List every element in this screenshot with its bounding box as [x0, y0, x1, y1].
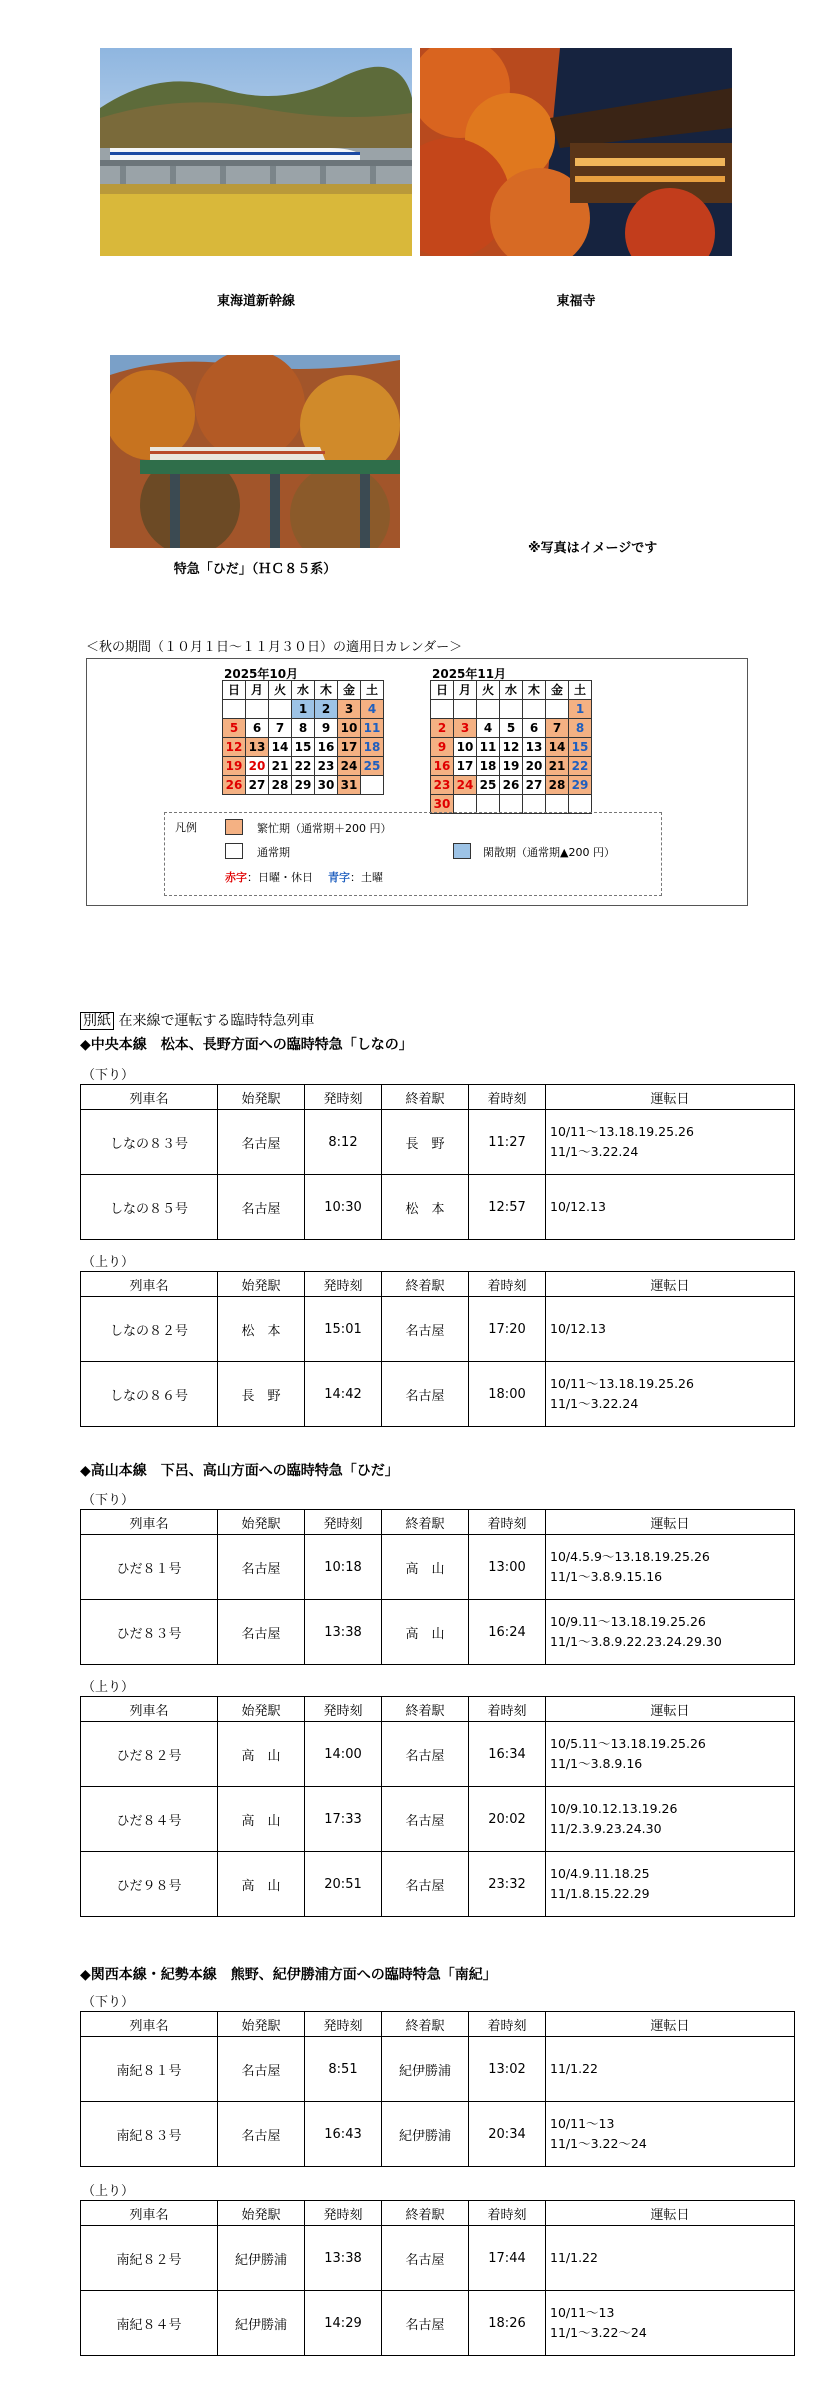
calendar-weekday-header: 水: [292, 681, 315, 700]
operation-days-line: 11/1～3.22～24: [550, 2325, 647, 2340]
table-cell: 17:33: [305, 1787, 382, 1852]
legend-busy-text: 繁忙期（通常期＋200 円）: [257, 822, 392, 835]
operation-days-cell: [546, 1362, 795, 1427]
operation-days-cell: [546, 2291, 795, 2356]
calendar-title: ＜秋の期間（１０月１日～１１月３０日）の適用日カレンダー＞: [86, 640, 463, 655]
attachment-tag: 別紙: [80, 1012, 114, 1030]
operation-days-line: 11/1～3.8.9.15.16: [550, 1569, 663, 1584]
table-cell: 18:00: [469, 1362, 546, 1427]
timetable-shinano-up: [80, 1271, 795, 1427]
table-cell: 長 野: [382, 1110, 469, 1175]
column-header: 終着駅: [382, 1085, 469, 1110]
calendar-day: 28: [269, 776, 292, 795]
column-header: 着時刻: [469, 1272, 546, 1297]
column-header: 運転日: [546, 1085, 795, 1110]
calendar-day: 21: [269, 757, 292, 776]
legend-sunday-key: [225, 869, 383, 885]
column-header: 運転日: [546, 1697, 795, 1722]
calendar-day: [246, 700, 269, 719]
table-cell: 18:26: [469, 2291, 546, 2356]
legend-red-word: 赤字: [225, 871, 247, 884]
calendar-day: 11: [361, 719, 384, 738]
calendar-weekday-header: 土: [361, 681, 384, 700]
calendar-day: 19: [223, 757, 246, 776]
table-cell: 紀伊勝浦: [218, 2291, 305, 2356]
calendar-weekday-header: 金: [338, 681, 361, 700]
column-header: 終着駅: [382, 2012, 469, 2037]
calendar-day: 27: [523, 776, 546, 795]
table-cell: しなの８２号: [81, 1297, 218, 1362]
calendar-day: 7: [269, 719, 292, 738]
calendar-day: 4: [361, 700, 384, 719]
table-cell: 14:29: [305, 2291, 382, 2356]
operation-days-line: 11/1.8.15.22.29: [550, 1886, 650, 1901]
operation-days-line: 11/1.22: [550, 2250, 598, 2265]
direction-nanki-down: （下り）: [82, 1995, 135, 2010]
shinkansen-caption: 東海道新幹線: [216, 294, 295, 309]
operation-days-line: 11/2.3.9.23.24.30: [550, 1821, 662, 1836]
operation-days-line: 11/1～3.8.9.22.23.24.29.30: [550, 1634, 722, 1649]
calendar-day: [477, 795, 500, 814]
column-header: 列車名: [81, 1510, 218, 1535]
table-cell: 16:43: [305, 2102, 382, 2167]
table-cell: ひだ８３号: [81, 1600, 218, 1665]
operation-days-cell: [546, 1600, 795, 1665]
column-header: 終着駅: [382, 2201, 469, 2226]
calendar-weekday-header: 火: [269, 681, 292, 700]
table-cell: 名古屋: [218, 2037, 305, 2102]
table-cell: 名古屋: [218, 1175, 305, 1240]
attachment-heading: [80, 1010, 314, 1030]
table-row: [81, 2037, 795, 2102]
calendar-day: 23: [431, 776, 454, 795]
calendar-day: 9: [315, 719, 338, 738]
column-header: 運転日: [546, 2012, 795, 2037]
calendar-day: 6: [246, 719, 269, 738]
direction-shinano-down: （下り）: [82, 1068, 135, 1083]
direction-hida-down: （下り）: [82, 1493, 135, 1508]
operation-days-cell: [546, 1722, 795, 1787]
calendar-day: [454, 795, 477, 814]
table-cell: 13:00: [469, 1535, 546, 1600]
calendar-day: 26: [500, 776, 523, 795]
calendar-day: 9: [431, 738, 454, 757]
operation-days-cell: [546, 1852, 795, 1917]
timetable-shinano-down: [80, 1084, 795, 1240]
calendar-weekday-header: 土: [569, 681, 592, 700]
column-header: 運転日: [546, 1272, 795, 1297]
table-cell: 17:20: [469, 1297, 546, 1362]
table-cell: 名古屋: [218, 1110, 305, 1175]
column-header: 列車名: [81, 1272, 218, 1297]
tofukuji-caption: 東福寺: [556, 294, 596, 309]
operation-days-cell: [546, 1535, 795, 1600]
operation-days-line: 10/9.10.12.13.19.26: [550, 1801, 678, 1816]
table-cell: 名古屋: [382, 1362, 469, 1427]
calendar-day: 18: [477, 757, 500, 776]
operation-days-cell: [546, 2102, 795, 2167]
calendar-day: 16: [315, 738, 338, 757]
operation-days-cell: [546, 1297, 795, 1362]
table-row: [81, 2102, 795, 2167]
table-cell: 20:34: [469, 2102, 546, 2167]
legend-blue-word: 青字: [328, 871, 350, 884]
table-cell: しなの８３号: [81, 1110, 218, 1175]
calendar-day: 25: [361, 757, 384, 776]
calendar-day: 26: [223, 776, 246, 795]
table-cell: 名古屋: [382, 2226, 469, 2291]
calendar-day: 17: [338, 738, 361, 757]
table-cell: 名古屋: [218, 1535, 305, 1600]
table-cell: 名古屋: [218, 2102, 305, 2167]
table-row: [81, 1722, 795, 1787]
table-cell: 14:42: [305, 1362, 382, 1427]
calendar-day: 12: [223, 738, 246, 757]
column-header: 始発駅: [218, 1510, 305, 1535]
column-header: 発時刻: [305, 1510, 382, 1535]
calendar-day: 6: [523, 719, 546, 738]
table-cell: 高 山: [382, 1535, 469, 1600]
calendar-day: 12: [500, 738, 523, 757]
table-cell: 17:44: [469, 2226, 546, 2291]
calendar-day: 7: [546, 719, 569, 738]
calendar-day: [523, 700, 546, 719]
calendar-day: 2: [431, 719, 454, 738]
column-header: 列車名: [81, 1697, 218, 1722]
calendar-day: 10: [454, 738, 477, 757]
calendar-day: [454, 700, 477, 719]
calendar-day: [546, 700, 569, 719]
calendar-day: 17: [454, 757, 477, 776]
month-label-nov: 2025年11月: [432, 667, 507, 681]
calendar-day: 11: [477, 738, 500, 757]
direction-nanki-up: （上り）: [82, 2184, 135, 2199]
calendar-day: 19: [500, 757, 523, 776]
calendar-weekday-header: 木: [523, 681, 546, 700]
column-header: 発時刻: [305, 1697, 382, 1722]
column-header: 終着駅: [382, 1272, 469, 1297]
table-row: [81, 1600, 795, 1665]
calendar-day: 5: [500, 719, 523, 738]
table-row: [81, 2291, 795, 2356]
table-cell: 南紀８２号: [81, 2226, 218, 2291]
calendar-day: 21: [546, 757, 569, 776]
calendar-weekday-header: 月: [454, 681, 477, 700]
operation-days-line: 10/12.13: [550, 1199, 606, 1214]
operation-days-line: 10/11～13.18.19.25.26: [550, 1124, 694, 1139]
table-cell: 10:18: [305, 1535, 382, 1600]
month-label-oct: 2025年10月: [224, 667, 299, 681]
calendar-day: 3: [338, 700, 361, 719]
table-cell: 10:30: [305, 1175, 382, 1240]
table-cell: 南紀８１号: [81, 2037, 218, 2102]
section-title-nanki: ◆関西本線・紀勢本線 熊野、紀伊勝浦方面への臨時特急「南紀」: [80, 1967, 497, 1983]
table-cell: 12:57: [469, 1175, 546, 1240]
table-cell: 8:12: [305, 1110, 382, 1175]
table-cell: 20:51: [305, 1852, 382, 1917]
calendar-weekday-header: 火: [477, 681, 500, 700]
calendar-day: [361, 776, 384, 795]
section-title-hida: ◆高山本線 下呂、高山方面への臨時特急「ひだ」: [80, 1463, 399, 1479]
calendar-day: [500, 795, 523, 814]
operation-days-cell: [546, 1110, 795, 1175]
column-header: 発時刻: [305, 1272, 382, 1297]
operation-days-line: 11/1～3.22.24: [550, 1144, 639, 1159]
table-row: [81, 1297, 795, 1362]
table-cell: 23:32: [469, 1852, 546, 1917]
legend-offpeak-swatch: [453, 843, 471, 859]
table-cell: 紀伊勝浦: [382, 2037, 469, 2102]
hida-caption: 特急「ひだ」（ＨＣ８５系）: [173, 562, 337, 577]
calendar-day: [223, 700, 246, 719]
column-header: 終着駅: [382, 1510, 469, 1535]
calendar-day: 4: [477, 719, 500, 738]
table-cell: 長 野: [218, 1362, 305, 1427]
calendar-day: 8: [292, 719, 315, 738]
table-cell: 松 本: [218, 1297, 305, 1362]
table-cell: 13:38: [305, 1600, 382, 1665]
column-header: 始発駅: [218, 1085, 305, 1110]
column-header: 運転日: [546, 2201, 795, 2226]
calendar-day: 5: [223, 719, 246, 738]
operation-days-cell: [546, 2037, 795, 2102]
column-header: 運転日: [546, 1510, 795, 1535]
calendar-day: 24: [338, 757, 361, 776]
operation-days-line: 10/9.11～13.18.19.25.26: [550, 1614, 706, 1629]
timetable-hida-down: [80, 1509, 795, 1665]
section-title-shinano: ◆中央本線 松本、長野方面への臨時特急「しなの」: [80, 1037, 413, 1053]
table-cell: ひだ８４号: [81, 1787, 218, 1852]
legend-busy-swatch: [225, 819, 243, 835]
calendar-day: 15: [569, 738, 592, 757]
calendar-november: [430, 680, 592, 814]
column-header: 着時刻: [469, 2201, 546, 2226]
calendar-day: 2: [315, 700, 338, 719]
calendar-day: [500, 700, 523, 719]
table-cell: 8:51: [305, 2037, 382, 2102]
image-note: ※写真はイメージです: [528, 541, 658, 556]
table-cell: 14:00: [305, 1722, 382, 1787]
operation-days-line: 11/1～3.8.9.16: [550, 1756, 643, 1771]
table-cell: 南紀８４号: [81, 2291, 218, 2356]
calendar-day: 31: [338, 776, 361, 795]
calendar-day: 29: [569, 776, 592, 795]
operation-days-cell: [546, 1787, 795, 1852]
column-header: 発時刻: [305, 2201, 382, 2226]
timetable-nanki-down: [80, 2011, 795, 2167]
column-header: 発時刻: [305, 1085, 382, 1110]
table-row: [81, 2226, 795, 2291]
calendar-day: 22: [569, 757, 592, 776]
timetable-nanki-up: [80, 2200, 795, 2356]
calendar-day: 13: [523, 738, 546, 757]
direction-shinano-up: （上り）: [82, 1255, 135, 1270]
column-header: 発時刻: [305, 2012, 382, 2037]
calendar-weekday-header: 月: [246, 681, 269, 700]
operation-days-line: 11/1～3.22.24: [550, 1396, 639, 1411]
attachment-title: 在来線で運転する臨時特急列車: [118, 1013, 315, 1029]
legend-label: 凡例: [175, 821, 197, 834]
column-header: 始発駅: [218, 1272, 305, 1297]
column-header: 始発駅: [218, 2012, 305, 2037]
table-cell: 紀伊勝浦: [218, 2226, 305, 2291]
calendar-weekday-header: 水: [500, 681, 523, 700]
table-cell: 松 本: [382, 1175, 469, 1240]
table-cell: ひだ８２号: [81, 1722, 218, 1787]
calendar-day: 16: [431, 757, 454, 776]
calendar-day: 30: [315, 776, 338, 795]
table-cell: 13:38: [305, 2226, 382, 2291]
operation-days-cell: [546, 2226, 795, 2291]
column-header: 終着駅: [382, 1697, 469, 1722]
calendar-day: 14: [546, 738, 569, 757]
operation-days-line: 10/11～13: [550, 2305, 615, 2320]
hida-photo: [110, 355, 400, 548]
operation-days-line: 11/1～3.22～24: [550, 2136, 647, 2151]
calendar-day: 24: [454, 776, 477, 795]
calendar-weekday-header: 木: [315, 681, 338, 700]
legend-offpeak-text: 閑散期（通常期▲200 円）: [483, 846, 615, 859]
calendar-legend: [164, 812, 662, 896]
calendar-day: [569, 795, 592, 814]
table-cell: 13:02: [469, 2037, 546, 2102]
table-cell: 11:27: [469, 1110, 546, 1175]
column-header: 始発駅: [218, 2201, 305, 2226]
table-cell: 高 山: [218, 1787, 305, 1852]
calendar-day: [546, 795, 569, 814]
table-cell: 20:02: [469, 1787, 546, 1852]
calendar-day: 20: [523, 757, 546, 776]
calendar-weekday-header: 日: [223, 681, 246, 700]
table-cell: 名古屋: [382, 1722, 469, 1787]
legend-normal-swatch: [225, 843, 243, 859]
table-cell: 名古屋: [382, 1297, 469, 1362]
operation-days-cell: [546, 1175, 795, 1240]
calendar-day: 14: [269, 738, 292, 757]
operation-days-line: 11/1.22: [550, 2061, 598, 2076]
operation-days-line: 10/11～13: [550, 2116, 615, 2131]
calendar-day: [523, 795, 546, 814]
calendar-weekday-header: 日: [431, 681, 454, 700]
table-cell: 名古屋: [382, 1787, 469, 1852]
operation-days-line: 10/12.13: [550, 1321, 606, 1336]
table-cell: 16:34: [469, 1722, 546, 1787]
table-cell: 名古屋: [382, 2291, 469, 2356]
calendar-day: 27: [246, 776, 269, 795]
legend-blue-desc: ：土曜: [350, 871, 383, 884]
table-cell: しなの８５号: [81, 1175, 218, 1240]
calendar-day: 20: [246, 757, 269, 776]
table-cell: 紀伊勝浦: [382, 2102, 469, 2167]
calendar-day: 28: [546, 776, 569, 795]
table-cell: ひだ９８号: [81, 1852, 218, 1917]
calendar-october: [222, 680, 384, 795]
calendar-day: 1: [569, 700, 592, 719]
direction-hida-up: （上り）: [82, 1680, 135, 1695]
table-row: [81, 1175, 795, 1240]
operation-days-line: 10/4.5.9～13.18.19.25.26: [550, 1549, 710, 1564]
table-row: [81, 1110, 795, 1175]
table-row: [81, 1852, 795, 1917]
table-cell: しなの８６号: [81, 1362, 218, 1427]
calendar-day: 3: [454, 719, 477, 738]
shinkansen-photo: [100, 48, 412, 256]
timetable-hida-up: [80, 1696, 795, 1917]
calendar-day: 10: [338, 719, 361, 738]
calendar-day: 30: [431, 795, 454, 814]
column-header: 着時刻: [469, 2012, 546, 2037]
column-header: 着時刻: [469, 1085, 546, 1110]
table-cell: 名古屋: [218, 1600, 305, 1665]
calendar-day: 29: [292, 776, 315, 795]
tofukuji-photo: [420, 48, 732, 256]
calendar-day: 8: [569, 719, 592, 738]
calendar-day: [477, 700, 500, 719]
table-row: [81, 1535, 795, 1600]
table-cell: 高 山: [218, 1722, 305, 1787]
table-cell: 15:01: [305, 1297, 382, 1362]
column-header: 着時刻: [469, 1697, 546, 1722]
calendar-day: 13: [246, 738, 269, 757]
table-row: [81, 1787, 795, 1852]
table-cell: 高 山: [382, 1600, 469, 1665]
calendar-day: 15: [292, 738, 315, 757]
calendar-day: [431, 700, 454, 719]
legend-red-desc: ：日曜・休日: [247, 871, 313, 884]
calendar-day: 23: [315, 757, 338, 776]
column-header: 着時刻: [469, 1510, 546, 1535]
operation-days-line: 10/11～13.18.19.25.26: [550, 1376, 694, 1391]
calendar-day: [269, 700, 292, 719]
legend-normal-text: 通常期: [257, 846, 290, 859]
calendar-day: 1: [292, 700, 315, 719]
operation-days-line: 10/5.11～13.18.19.25.26: [550, 1736, 706, 1751]
table-cell: 16:24: [469, 1600, 546, 1665]
calendar-day: 25: [477, 776, 500, 795]
calendar-day: 22: [292, 757, 315, 776]
table-cell: 高 山: [218, 1852, 305, 1917]
table-cell: ひだ８１号: [81, 1535, 218, 1600]
table-cell: 名古屋: [382, 1852, 469, 1917]
column-header: 始発駅: [218, 1697, 305, 1722]
column-header: 列車名: [81, 2201, 218, 2226]
operation-days-line: 10/4.9.11.18.25: [550, 1866, 650, 1881]
table-cell: 南紀８３号: [81, 2102, 218, 2167]
table-row: [81, 1362, 795, 1427]
column-header: 列車名: [81, 1085, 218, 1110]
column-header: 列車名: [81, 2012, 218, 2037]
calendar-day: 18: [361, 738, 384, 757]
calendar-weekday-header: 金: [546, 681, 569, 700]
